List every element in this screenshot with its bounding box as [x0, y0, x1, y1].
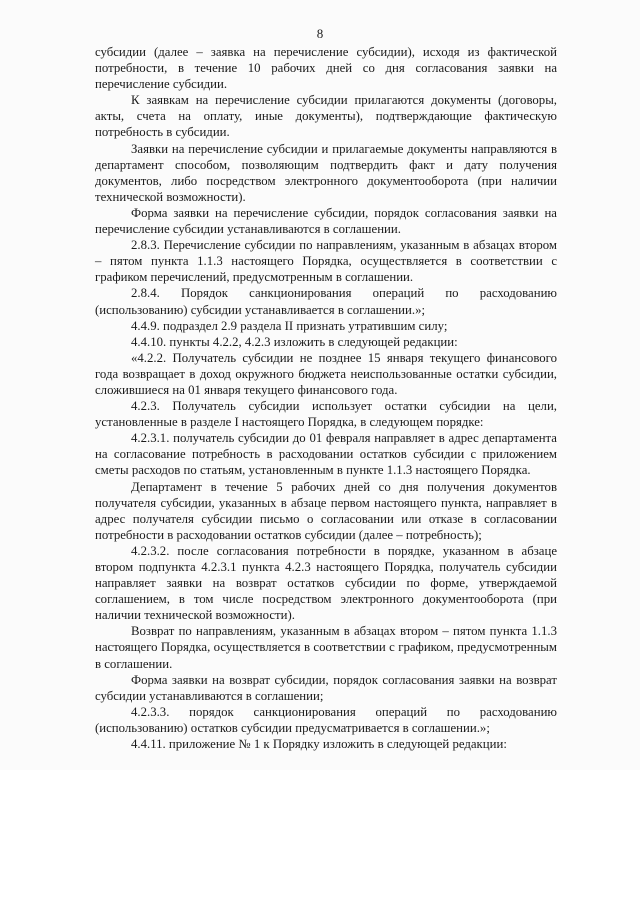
body-paragraph: 4.2.3. Получатель субсидии использует остатки субсидии на цели, установленные в разделе I настоящего Порядка, в следующем порядке:	[95, 399, 557, 430]
body-paragraph: 2.8.4. Порядок санкционирования операций по расходованию (использованию) субсидии устанавливается в соглашении.»;	[95, 286, 557, 317]
body-paragraph: 4.4.11. приложение № 1 к Порядку изложить в следующей редакции:	[131, 737, 507, 752]
body-paragraph: 4.4.9. подраздел 2.9 раздела II признать утратившим силу;	[131, 318, 448, 333]
body-paragraph: 4.2.3.3. порядок санкционирования операций по расходованию (использованию) остатков субсидии предусматривается в соглашении.»;	[95, 704, 557, 735]
body-paragraph: Форма заявки на возврат субсидии, порядок согласования заявки на возврат субсидии устанавливаются в соглашении;	[95, 672, 557, 703]
body-paragraph: «4.2.2. Получатель субсидии не позднее 15 января текущего финансового года возвращает в доход окружного бюджета неиспользованные остатки субсидии, сложившиеся на 01 января текущего финансового года.	[95, 350, 557, 397]
page-number: 8	[316, 26, 324, 41]
body-paragraph: Департамент в течение 5 рабочих дней со дня получения документов получателя субсидии, указанных в абзаце первом настоящего пункта, направляет в адрес получателя субсидии письмо о согласовании или отказе в согласовании потребности в расходовании остатков субсидии (далее – потребность);	[95, 479, 557, 542]
document-body	[95, 44, 557, 752]
body-paragraph: 2.8.3. Перечисление субсидии по направлениям, указанным в абзацах втором – пятом пункта 1.1.3 настоящего Порядка, осуществляется в соответствии с графиком перечислений, предусмотренным в соглашении.	[95, 238, 557, 285]
page-bottom-margin	[0, 770, 640, 905]
body-paragraph: 4.2.3.1. получатель субсидии до 01 февраля направляет в адрес департамента на согласование потребность в расходовании остатков субсидии с приложением сметы расходов по статьям, установленным в пункте 1.1.3 настоящего Порядка.	[95, 431, 557, 478]
body-paragraph: 4.2.3.2. после согласования потребности в порядке, указанном в абзаце втором подпункта 4.2.3.1 пункта 4.2.3 настоящего Порядка, получатель субсидии направляет заявки на возврат остатков субсидии по форме, утверждаемой соглашением, в том числе посредством электронного документооборота (при наличии технической возможности).	[95, 543, 557, 623]
body-paragraph: Форма заявки на перечисление субсидии, порядок согласования заявки на перечисление субсидии устанавливаются в соглашении.	[95, 205, 557, 237]
body-paragraph: Возврат по направлениям, указанным в абзацах втором – пятом пункта 1.1.3 настоящего Порядка, осуществляется в соответствии с графиком, предусмотренным в соглашении.	[95, 624, 557, 671]
body-paragraph: К заявкам на перечисление субсидии прилагаются документы (договоры, акты, счета на оплату, иные документы), подтверждающие фактическую потребность в субсидии.	[95, 93, 557, 140]
body-paragraph: Заявки на перечисление субсидии и прилагаемые документы направляются в департамент способом, позволяющим подтвердить факт и дату получения документов, либо посредством электронного документооборота (при наличии технической возможности).	[95, 141, 557, 204]
body-paragraph: 4.4.10. пункты 4.2.2, 4.2.3 изложить в следующей редакции:	[131, 334, 458, 349]
body-paragraph: субсидии (далее – заявка на перечисление субсидии), исходя из фактической потребности, в течение 10 рабочих дней со дня согласования заявки на перечисление субсидии.	[95, 45, 557, 92]
